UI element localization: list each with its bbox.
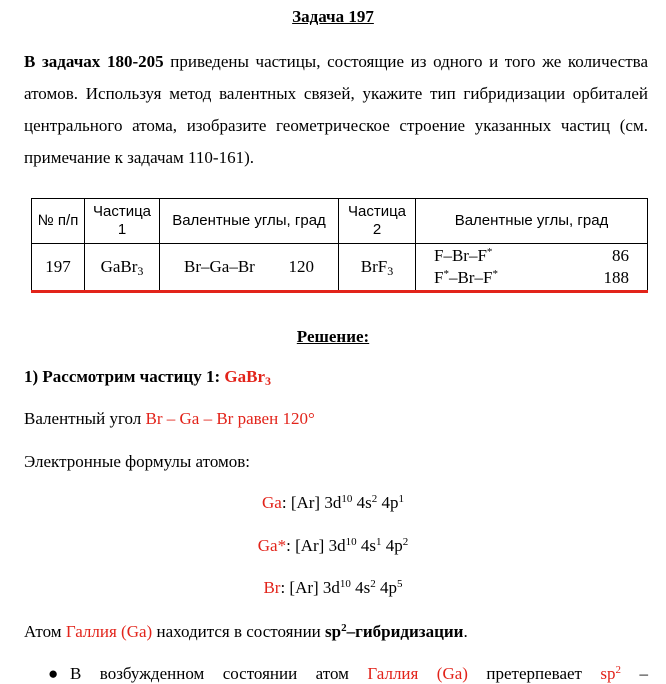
row-particle-1 (85, 244, 160, 292)
angle-1-value: 120 (288, 257, 314, 276)
angle-2b (420, 267, 643, 289)
particle-1-formula: GaBr (100, 257, 138, 276)
hybrid-type-suffix: –гибридизации (346, 622, 464, 641)
formula-br (0, 578, 666, 598)
atom-name: Ga (262, 493, 282, 512)
angle-2a-value: 86 (612, 246, 629, 265)
angle-1-label: Br–Ga–Br (184, 257, 255, 276)
solution-title: Решение: (296, 327, 370, 346)
angle-2a-label: F–Br–F (434, 246, 487, 265)
formula-part: 4s (350, 578, 371, 597)
formula-part: 4p (377, 493, 399, 512)
hybrid-text: Атом (24, 622, 66, 641)
formula-sup: 1 (398, 493, 404, 505)
row-num: 197 (32, 244, 85, 292)
angle-2b-star: * (443, 268, 449, 280)
step-1-subscript: 3 (265, 374, 271, 388)
particle-2-formula: BrF (360, 257, 388, 276)
atom-name: Ga* (257, 536, 287, 555)
header-angles-2: Валентные углы, град (416, 199, 648, 244)
formula-part: : [Ar] 3d (281, 493, 342, 512)
formula-sup: 10 (345, 536, 357, 548)
header-num: № п/п (32, 199, 85, 244)
bullet-part: претерпевает (467, 664, 601, 683)
formula-ga (0, 493, 666, 513)
row-angles-1 (160, 244, 339, 292)
list-item (48, 664, 648, 684)
formula-part: 4p (375, 578, 398, 597)
valence-angle-statement (24, 409, 315, 429)
task-text: приведены частицы, состоящие из одного и того же количества атомов. Используя метод валентных связей, укажите тип гибридизации орбиталей центрального атома, изобразите геометрическое строение указанных частиц (см. примечание к задачам 110-161). (24, 52, 648, 167)
formula-part: : [Ar] 3d (280, 578, 340, 597)
formula-part: 4s (356, 536, 376, 555)
hybrid-atom: Галлия (Ga) (65, 622, 153, 641)
formula-sup: 10 (339, 578, 351, 590)
formula-sup: 2 (402, 536, 409, 548)
formula-part: 4s (352, 493, 372, 512)
hybrid-text: находится в состоянии (152, 622, 326, 641)
header-particle-1: Частица 1 (85, 199, 160, 244)
formula-sup: 2 (371, 493, 378, 505)
step-1-label: 1) Рассмотрим частицу 1: (24, 367, 225, 386)
angle-2a (420, 245, 643, 267)
task-range: В задачах 180-205 (24, 52, 164, 71)
valence-angle-text: Валентный угол (24, 409, 146, 428)
row-particle-2 (339, 244, 416, 292)
angle-2a-star: * (486, 246, 493, 258)
formula-sup: 10 (341, 493, 353, 505)
bullet-atom: Галлия (Ga) (367, 664, 468, 683)
bullet-hybrid: sp (600, 664, 616, 683)
particles-table (31, 198, 648, 293)
angle-2b-label: –Br–F (448, 268, 493, 287)
particle-1-subscript: 3 (137, 264, 144, 278)
formula-part: : [Ar] 3d (286, 536, 346, 555)
electron-formulas-title: Электронные формулы атомов: (24, 452, 251, 471)
angle-2b-value: 188 (603, 268, 629, 287)
formula-sup: 1 (375, 536, 382, 548)
formula-sup: 5 (397, 578, 403, 590)
angle-2b-star2: * (492, 268, 498, 280)
atom-name: Br (263, 578, 281, 597)
bullet-part: В возбужденном состоянии атом (70, 664, 368, 683)
bullet-sup: 2 (615, 664, 622, 676)
table-header-row (32, 199, 648, 244)
bullet-icon: ● (48, 664, 59, 683)
hybrid-sup: 2 (341, 622, 347, 634)
row-angles-2 (416, 244, 648, 292)
task-title: Задача 197 (292, 7, 374, 26)
hybrid-type: sp (325, 622, 342, 641)
step-1-heading (24, 367, 271, 387)
header-particle-2: Частица 2 (339, 199, 416, 244)
bullet-part: – (621, 664, 648, 683)
task-description (24, 46, 648, 174)
formula-part: 4p (381, 536, 403, 555)
hybrid-text: . (463, 622, 468, 641)
step-1-particle: GaBr (224, 367, 265, 386)
formula-sup: 2 (370, 578, 376, 590)
bullet-text (70, 664, 648, 684)
formula-ga-excited (0, 536, 666, 556)
angle-2b-f: F (434, 268, 444, 287)
particle-2-subscript: 3 (387, 264, 394, 278)
valence-angle-value: Br – Ga – Br равен 120° (145, 409, 315, 428)
hybridization-statement (24, 622, 468, 642)
table-row (32, 244, 648, 292)
header-angles-1: Валентные углы, град (160, 199, 339, 244)
